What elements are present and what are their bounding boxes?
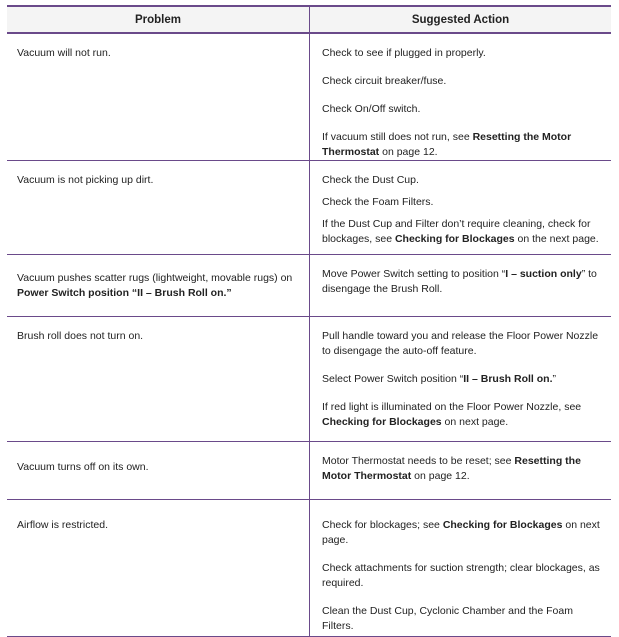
suggested-action-header: Suggested Action (411, 13, 510, 26)
action-item: Select Power Switch position “II – Brush Roll on.” (322, 373, 556, 385)
problem-cell: Vacuum will not run. (7, 34, 310, 160)
table-row (7, 442, 611, 500)
action-cell (310, 161, 611, 254)
problem-cell: Vacuum is not picking up dirt. (7, 161, 310, 254)
action-cell (310, 34, 611, 160)
action-item: Check On/Off switch. (322, 103, 421, 115)
action-item: Move Power Switch setting to position “I – suction only” to disengage the Brush Roll. (322, 268, 597, 295)
table-row (7, 317, 611, 442)
action-item: If the Dust Cup and Filter don’t require cleaning, check for blockages, see Checking for Blockages on the next page. (322, 218, 599, 245)
action-cell (310, 500, 611, 636)
action-item: Check to see if plugged in properly. (322, 47, 486, 59)
table-row (7, 500, 611, 637)
table-row (7, 255, 611, 317)
action-item: If vacuum still does not run, see Resetting the Motor Thermostat on page 12. (322, 131, 572, 158)
action-item: Check for blockages; see Checking for Blockages on next page. (322, 519, 600, 546)
problem-cell: Airflow is restricted. (7, 500, 310, 636)
table-row (7, 161, 611, 255)
table-header (7, 5, 611, 34)
action-item: If red light is illuminated on the Floor Power Nozzle, see Checking for Blockages on next page. (322, 401, 582, 428)
action-item: Check the Foam Filters. (322, 196, 434, 208)
problem-cell: Vacuum turns off on its own. (7, 442, 310, 499)
problem-cell: Vacuum pushes scatter rugs (lightweight, movable rugs) on Power Switch position “II – Brush Roll on.” (7, 255, 310, 316)
troubleshooting-table (7, 5, 611, 637)
action-item: Clean the Dust Cup, Cyclonic Chamber and the Foam Filters. (322, 605, 573, 632)
problem-header: Problem (7, 7, 310, 32)
action-item: Check attachments for suction strength; clear blockages, as required. (322, 562, 600, 589)
action-cell (310, 442, 611, 499)
action-cell (310, 255, 611, 316)
action-item: Pull handle toward you and release the Floor Power Nozzle to disengage the auto-off feature. (322, 330, 599, 357)
action-item: Motor Thermostat needs to be reset; see Resetting the Motor Thermostat on page 12. (322, 455, 581, 482)
action-item: Check the Dust Cup. (322, 174, 419, 186)
action-cell (310, 317, 611, 441)
action-item: Check circuit breaker/fuse. (322, 75, 447, 87)
table-row (7, 34, 611, 161)
problem-cell: Brush roll does not turn on. (7, 317, 310, 441)
